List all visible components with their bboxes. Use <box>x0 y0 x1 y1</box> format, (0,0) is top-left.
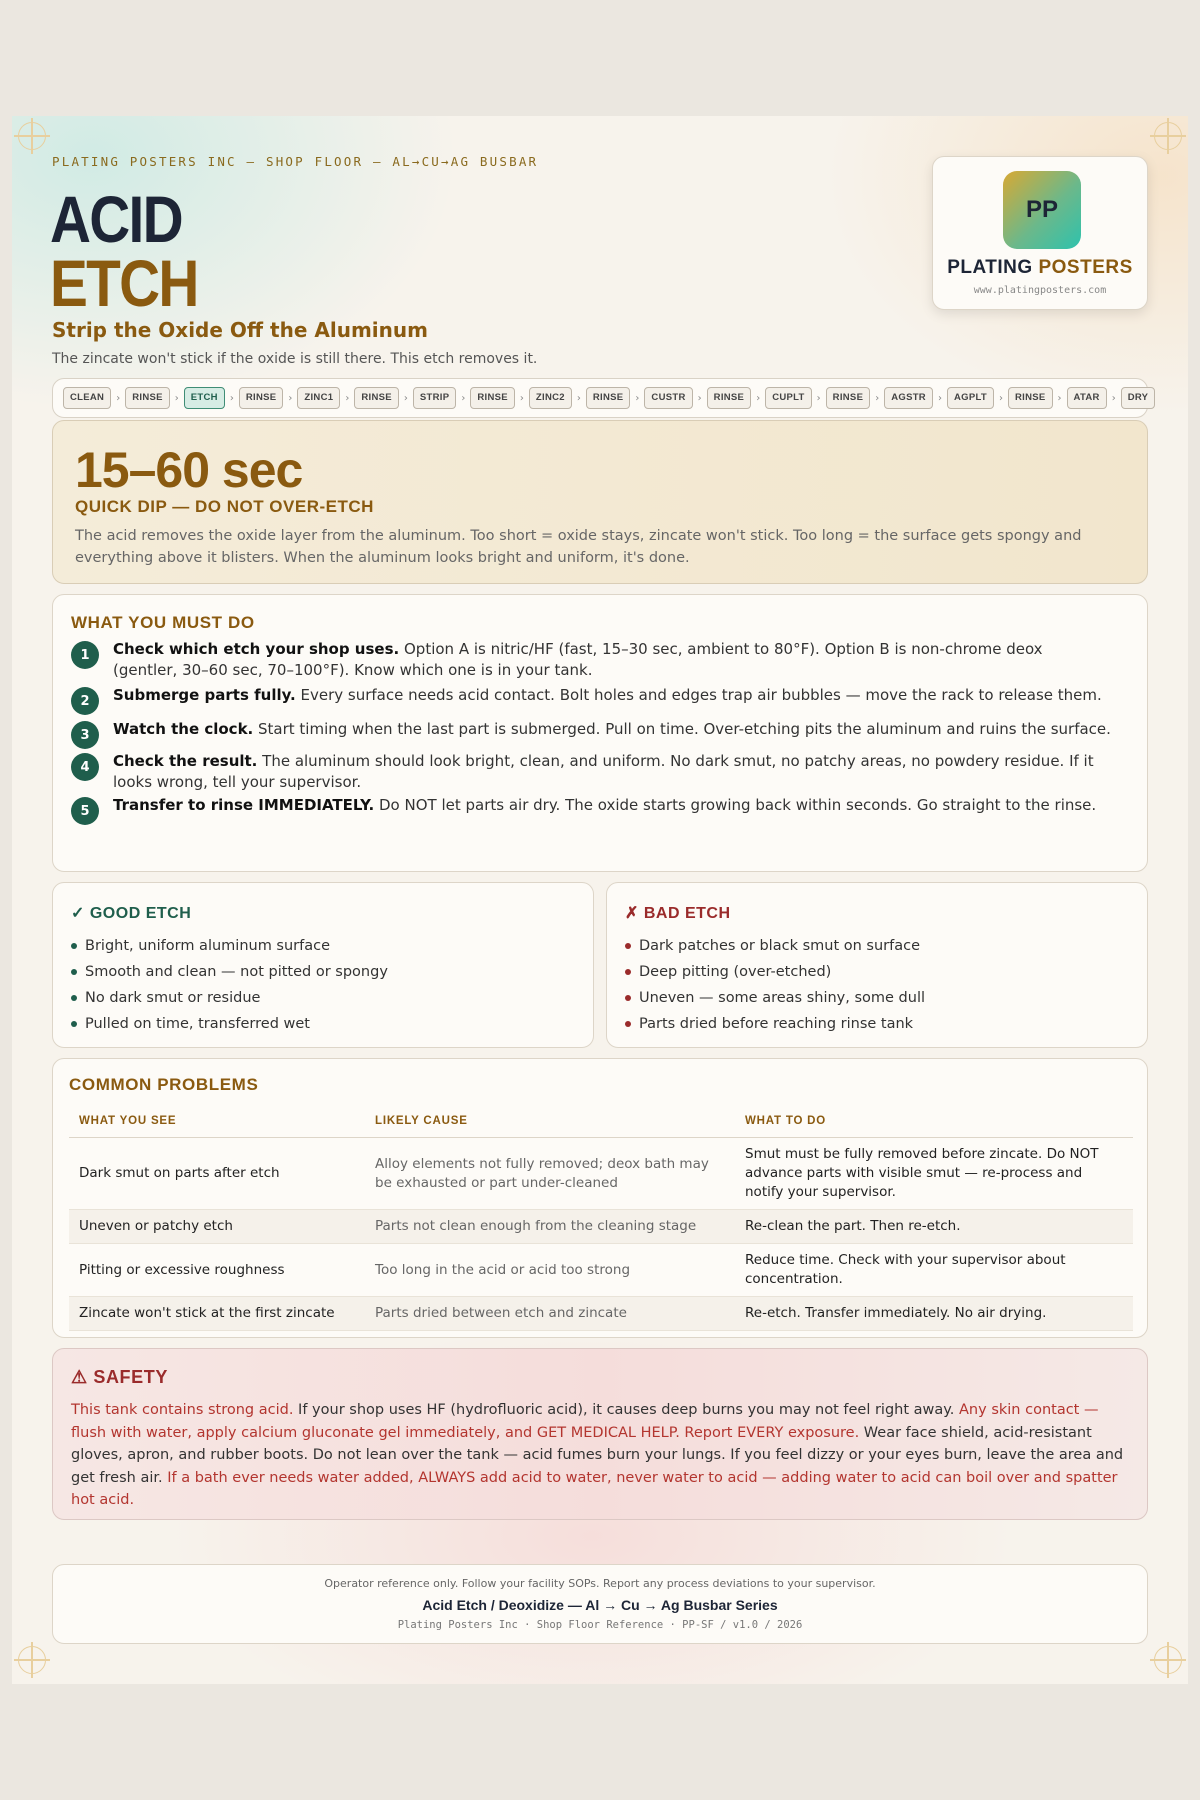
flow-step-dry: DRY <box>1121 387 1156 409</box>
bad-etch-list <box>625 933 925 1037</box>
flow-step-clean: CLEAN <box>63 387 111 409</box>
footer-series: Acid Etch / Deoxidize — Al → Cu → Ag Busbar Series <box>422 1597 778 1613</box>
corner-crosshair-icon <box>1154 122 1182 150</box>
footer <box>52 1564 1148 1644</box>
good-etch-list <box>71 933 388 1037</box>
cell-cause: Parts dried between etch and zincate <box>365 1297 735 1331</box>
flow-step-rinse: RINSE <box>470 387 515 409</box>
cell-see: Dark smut on parts after etch <box>69 1138 365 1210</box>
timing-value: 15–60 sec <box>75 442 303 498</box>
flow-step-zinc2: ZINC2 <box>529 387 572 409</box>
corner-crosshair-icon <box>18 122 46 150</box>
safety-text <box>71 1399 1131 1512</box>
brand-card <box>932 156 1148 310</box>
cell-see: Pitting or excessive roughness <box>69 1244 365 1297</box>
problems-card <box>52 1058 1148 1338</box>
flow-arrow-icon: › <box>697 392 702 404</box>
problems-title: COMMON PROBLEMS <box>69 1075 259 1094</box>
step-detail: Option A is nitric/HF (fast, 15–30 sec, ambient to 80°F). Option B is non-chrome deox (gentler, 30–60 sec, 70–100°F). Know which one is in your tank. <box>113 640 1043 679</box>
safety-card <box>52 1348 1148 1520</box>
cell-todo: Re-clean the part. Then re-etch. <box>735 1210 1133 1244</box>
safety-title: ⚠ SAFETY <box>71 1367 168 1387</box>
flow-step-rinse: RINSE <box>125 387 170 409</box>
flow-arrow-icon: › <box>229 392 234 404</box>
step-text <box>113 685 1102 715</box>
step-detail: Start timing when the last part is submerged. Pull on time. Over-etching pits the aluminum and ruins the surface. <box>253 720 1111 738</box>
flow-arrow-icon: › <box>1111 392 1116 404</box>
step-detail: The aluminum should look bright, clean, and uniform. No dark smut, no patchy areas, no powdery residue. If it looks wrong, tell your supervisor. <box>113 752 1094 791</box>
good-etch-item: Pulled on time, transferred wet <box>71 1011 388 1037</box>
flow-arrow-icon: › <box>345 392 350 404</box>
step-number-badge: 4 <box>71 753 99 781</box>
safety-text-part1: This tank contains strong acid. <box>71 1402 294 1418</box>
step-item <box>71 719 1111 749</box>
step-number-badge: 1 <box>71 641 99 669</box>
step-item <box>71 751 1111 793</box>
good-etch-item: Smooth and clean — not pitted or spongy <box>71 959 388 985</box>
flow-arrow-icon: › <box>174 392 179 404</box>
step-lead: Check which etch your shop uses. <box>113 640 400 658</box>
flow-arrow-icon: › <box>998 392 1003 404</box>
step-number-badge: 2 <box>71 687 99 715</box>
timing-card <box>52 420 1148 584</box>
brand-name-part2: POSTERS <box>1038 257 1133 278</box>
flow-step-zinc1: ZINC1 <box>297 387 340 409</box>
flow-step-rinse: RINSE <box>586 387 631 409</box>
flow-arrow-icon: › <box>1057 392 1062 404</box>
safety-text-part4: Wear face shield, acid-resistant gloves, apron, and rubber boots. Do not lean over the tank — acid fumes burn your lungs. If you feel dizzy or your eyes burn, leave the area and get fresh air. <box>71 1424 1124 1486</box>
good-etch-item: No dark smut or residue <box>71 985 388 1011</box>
step-lead: Transfer to rinse IMMEDIATELY. <box>113 796 375 814</box>
page-subtitle: Strip the Oxide Off the Aluminum <box>52 318 428 342</box>
cell-todo: Smut must be fully removed before zincate. Do NOT advance parts with visible smut — re-process and notify your supervisor. <box>735 1138 1133 1210</box>
flow-step-custr: CUSTR <box>644 387 692 409</box>
cell-see: Uneven or patchy etch <box>69 1210 365 1244</box>
safety-text-part3: Any skin contact — flush with water, apply calcium gluconate gel immediately, and GET MEDICAL HELP. Report EVERY exposure. <box>71 1402 1099 1441</box>
problems-table <box>69 1109 1133 1331</box>
process-flow <box>52 378 1148 418</box>
good-etch-title: ✓ GOOD ETCH <box>71 905 192 922</box>
cell-todo: Re-etch. Transfer immediately. No air drying. <box>735 1297 1133 1331</box>
safety-text-part5: If a bath ever needs water added, ALWAYS add acid to water, never water to acid — adding water to acid can boil over and spatter hot acid. <box>71 1469 1118 1508</box>
flow-arrow-icon: › <box>288 392 293 404</box>
flow-arrow-icon: › <box>461 392 466 404</box>
step-item <box>71 685 1111 715</box>
flow-step-rinse: RINSE <box>239 387 284 409</box>
footer-note: Operator reference only. Follow your facility SOPs. Report any process deviations to your supervisor. <box>324 1577 876 1590</box>
page-title-line2: ETCH <box>50 246 198 320</box>
table-header-see: WHAT YOU SEE <box>69 1109 365 1138</box>
step-detail: Every surface needs acid contact. Bolt holes and edges trap air bubbles — move the rack to release them. <box>295 686 1102 704</box>
flow-step-etch: ETCH <box>184 387 225 409</box>
table-row <box>69 1138 1133 1210</box>
brand-url: www.platingposters.com <box>973 285 1107 296</box>
step-text <box>113 751 1111 793</box>
bad-etch-title: ✗ BAD ETCH <box>625 905 731 922</box>
step-number-badge: 3 <box>71 721 99 749</box>
flow-arrow-icon: › <box>816 392 821 404</box>
cell-cause: Parts not clean enough from the cleaning stage <box>365 1210 735 1244</box>
bad-etch-item: Uneven — some areas shiny, some dull <box>625 985 925 1011</box>
footer-meta: Plating Posters Inc · Shop Floor Reference · PP-SF / v1.0 / 2026 <box>397 1619 803 1631</box>
timing-description: The acid removes the oxide layer from the aluminum. Too short = oxide stays, zincate won't stick. Too long = the surface gets spongy and everything above it blisters. When the aluminum looks bright and uniform, it's done. <box>75 528 1082 566</box>
good-etch-card <box>52 882 594 1048</box>
flow-step-agplt: AGPLT <box>947 387 994 409</box>
steps-card <box>52 594 1148 872</box>
brand-logo: PP <box>1003 171 1081 249</box>
brand-name-part1: PLATING <box>947 257 1033 278</box>
step-lead: Check the result. <box>113 752 258 770</box>
flow-arrow-icon: › <box>576 392 581 404</box>
step-lead: Watch the clock. <box>113 720 254 738</box>
step-item <box>71 639 1111 681</box>
bad-etch-item: Dark patches or black smut on surface <box>625 933 925 959</box>
page-title-line1: ACID <box>50 182 182 256</box>
flow-step-atar: ATAR <box>1067 387 1107 409</box>
cell-cause: Alloy elements not fully removed; deox bath may be exhausted or part under-cleaned <box>365 1138 735 1210</box>
corner-crosshair-icon <box>18 1646 46 1674</box>
cell-see: Zincate won't stick at the first zincate <box>69 1297 365 1331</box>
flow-step-agstr: AGSTR <box>884 387 933 409</box>
flow-step-cuplt: CUPLT <box>765 387 811 409</box>
flow-step-rinse: RINSE <box>1008 387 1053 409</box>
poster <box>12 116 1188 1684</box>
table-row <box>69 1297 1133 1331</box>
bad-etch-card <box>606 882 1148 1048</box>
table-header-cause: LIKELY CAUSE <box>365 1109 735 1138</box>
cell-cause: Too long in the acid or acid too strong <box>365 1244 735 1297</box>
table-row <box>69 1244 1133 1297</box>
flow-arrow-icon: › <box>756 392 761 404</box>
brand-name <box>933 257 1147 279</box>
safety-text-part2: If your shop uses HF (hydrofluoric acid), it causes deep burns you may not feel right away. <box>293 1402 960 1418</box>
good-etch-item: Bright, uniform aluminum surface <box>71 933 388 959</box>
flow-arrow-icon: › <box>937 392 942 404</box>
timing-label: QUICK DIP — DO NOT OVER-ETCH <box>75 497 374 516</box>
step-detail: Do NOT let parts air dry. The oxide starts growing back within seconds. Go straight to the rinse. <box>374 796 1097 814</box>
flow-step-rinse: RINSE <box>707 387 752 409</box>
steps-title: WHAT YOU MUST DO <box>71 613 255 632</box>
step-text <box>113 795 1096 825</box>
step-number-badge: 5 <box>71 797 99 825</box>
page-tagline: The zincate won't stick if the oxide is still there. This etch removes it. <box>52 351 538 367</box>
bad-etch-item: Deep pitting (over-etched) <box>625 959 925 985</box>
step-text <box>113 639 1111 681</box>
flow-step-rinse: RINSE <box>826 387 871 409</box>
step-item <box>71 795 1111 825</box>
table-header-todo: WHAT TO DO <box>735 1109 1133 1138</box>
header-kicker: PLATING POSTERS INC — SHOP FLOOR — AL→CU→AG BUSBAR <box>52 154 539 169</box>
flow-arrow-icon: › <box>875 392 880 404</box>
bad-etch-item: Parts dried before reaching rinse tank <box>625 1011 925 1037</box>
step-lead: Submerge parts fully. <box>113 686 296 704</box>
table-row <box>69 1210 1133 1244</box>
step-text <box>113 719 1111 749</box>
flow-step-strip: STRIP <box>413 387 456 409</box>
flow-arrow-icon: › <box>519 392 524 404</box>
flow-arrow-icon: › <box>635 392 640 404</box>
flow-step-rinse: RINSE <box>354 387 399 409</box>
flow-arrow-icon: › <box>403 392 408 404</box>
flow-arrow-icon: › <box>116 392 121 404</box>
cell-todo: Reduce time. Check with your supervisor about concentration. <box>735 1244 1133 1297</box>
corner-crosshair-icon <box>1154 1646 1182 1674</box>
